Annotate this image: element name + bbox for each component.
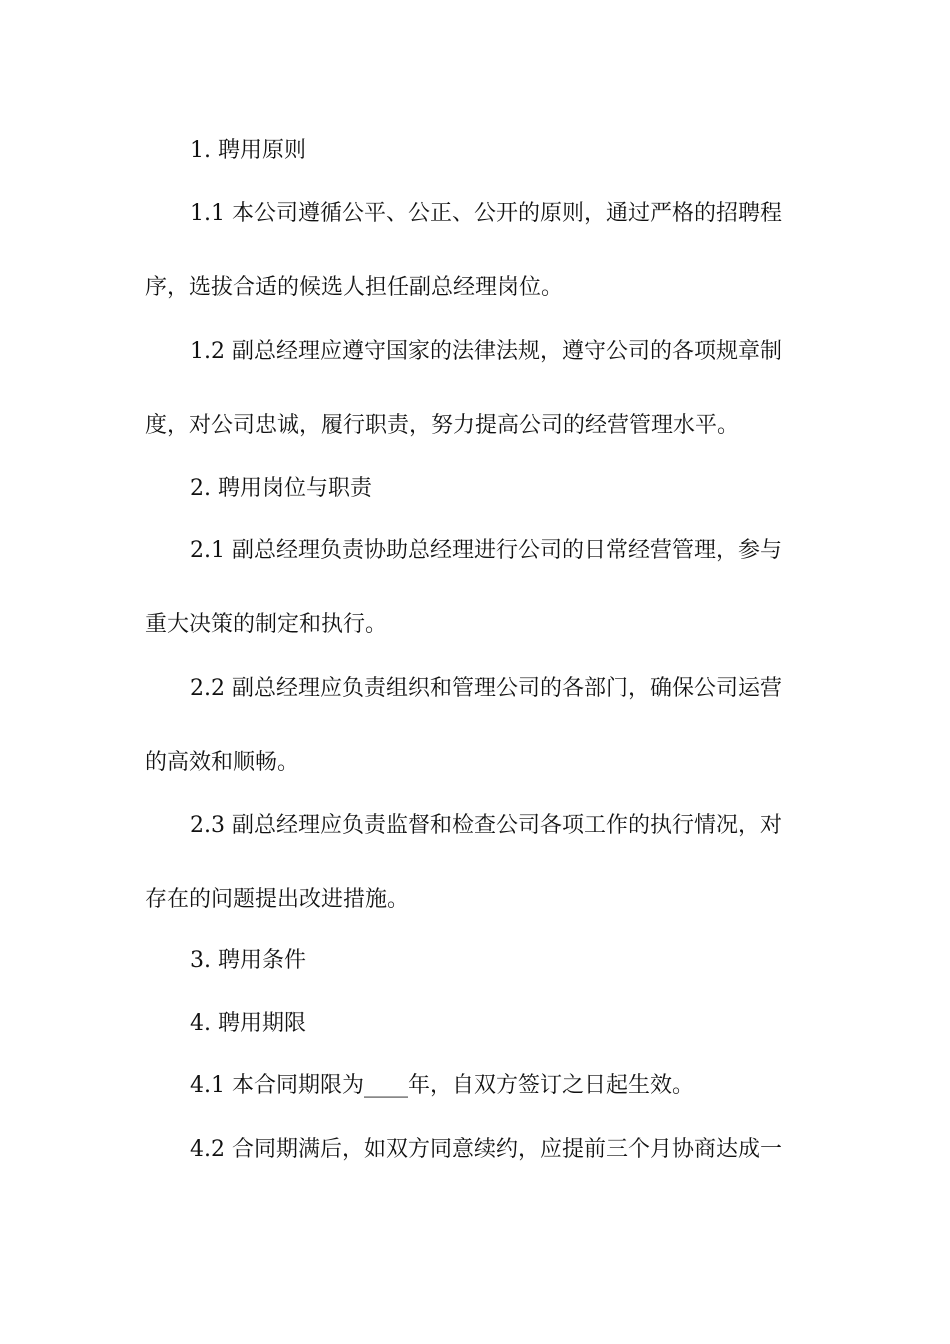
paragraph-1-2-line-1: 1.2 副总经理应遵守国家的法律法规，遵守公司的各项规章制	[190, 339, 782, 364]
paragraph-4-1: 4.1 本合同期限为____年，自双方签订之日起生效。	[190, 1073, 694, 1098]
paragraph-2-3-line-2: 存在的问题提出改进措施。	[145, 887, 410, 912]
paragraph-2-2-line-1: 2.2 副总经理应负责组织和管理公司的各部门，确保公司运营	[190, 676, 782, 701]
section-heading-3: 3. 聘用条件	[190, 948, 306, 973]
paragraph-2-3-line-1: 2.3 副总经理应负责监督和检查公司各项工作的执行情况，对	[190, 813, 782, 838]
paragraph-1-1-line-2: 序，选拔合适的候选人担任副总经理岗位。	[145, 275, 564, 300]
paragraph-2-1-line-2: 重大决策的制定和执行。	[145, 612, 388, 637]
section-heading-2: 2. 聘用岗位与职责	[190, 476, 372, 501]
paragraph-1-2-line-2: 度，对公司忠诚，履行职责，努力提高公司的经营管理水平。	[145, 413, 740, 438]
section-heading-4: 4. 聘用期限	[190, 1011, 306, 1036]
paragraph-2-1-line-1: 2.1 副总经理负责协助总经理进行公司的日常经营管理，参与	[190, 538, 782, 563]
section-heading-1: 1. 聘用原则	[190, 138, 306, 163]
paragraph-4-2-line-1: 4.2 合同期满后，如双方同意续约，应提前三个月协商达成一	[190, 1137, 782, 1162]
paragraph-1-1-line-1: 1.1 本公司遵循公平、公正、公开的原则，通过严格的招聘程	[190, 201, 782, 226]
paragraph-2-2-line-2: 的高效和顺畅。	[145, 750, 300, 775]
